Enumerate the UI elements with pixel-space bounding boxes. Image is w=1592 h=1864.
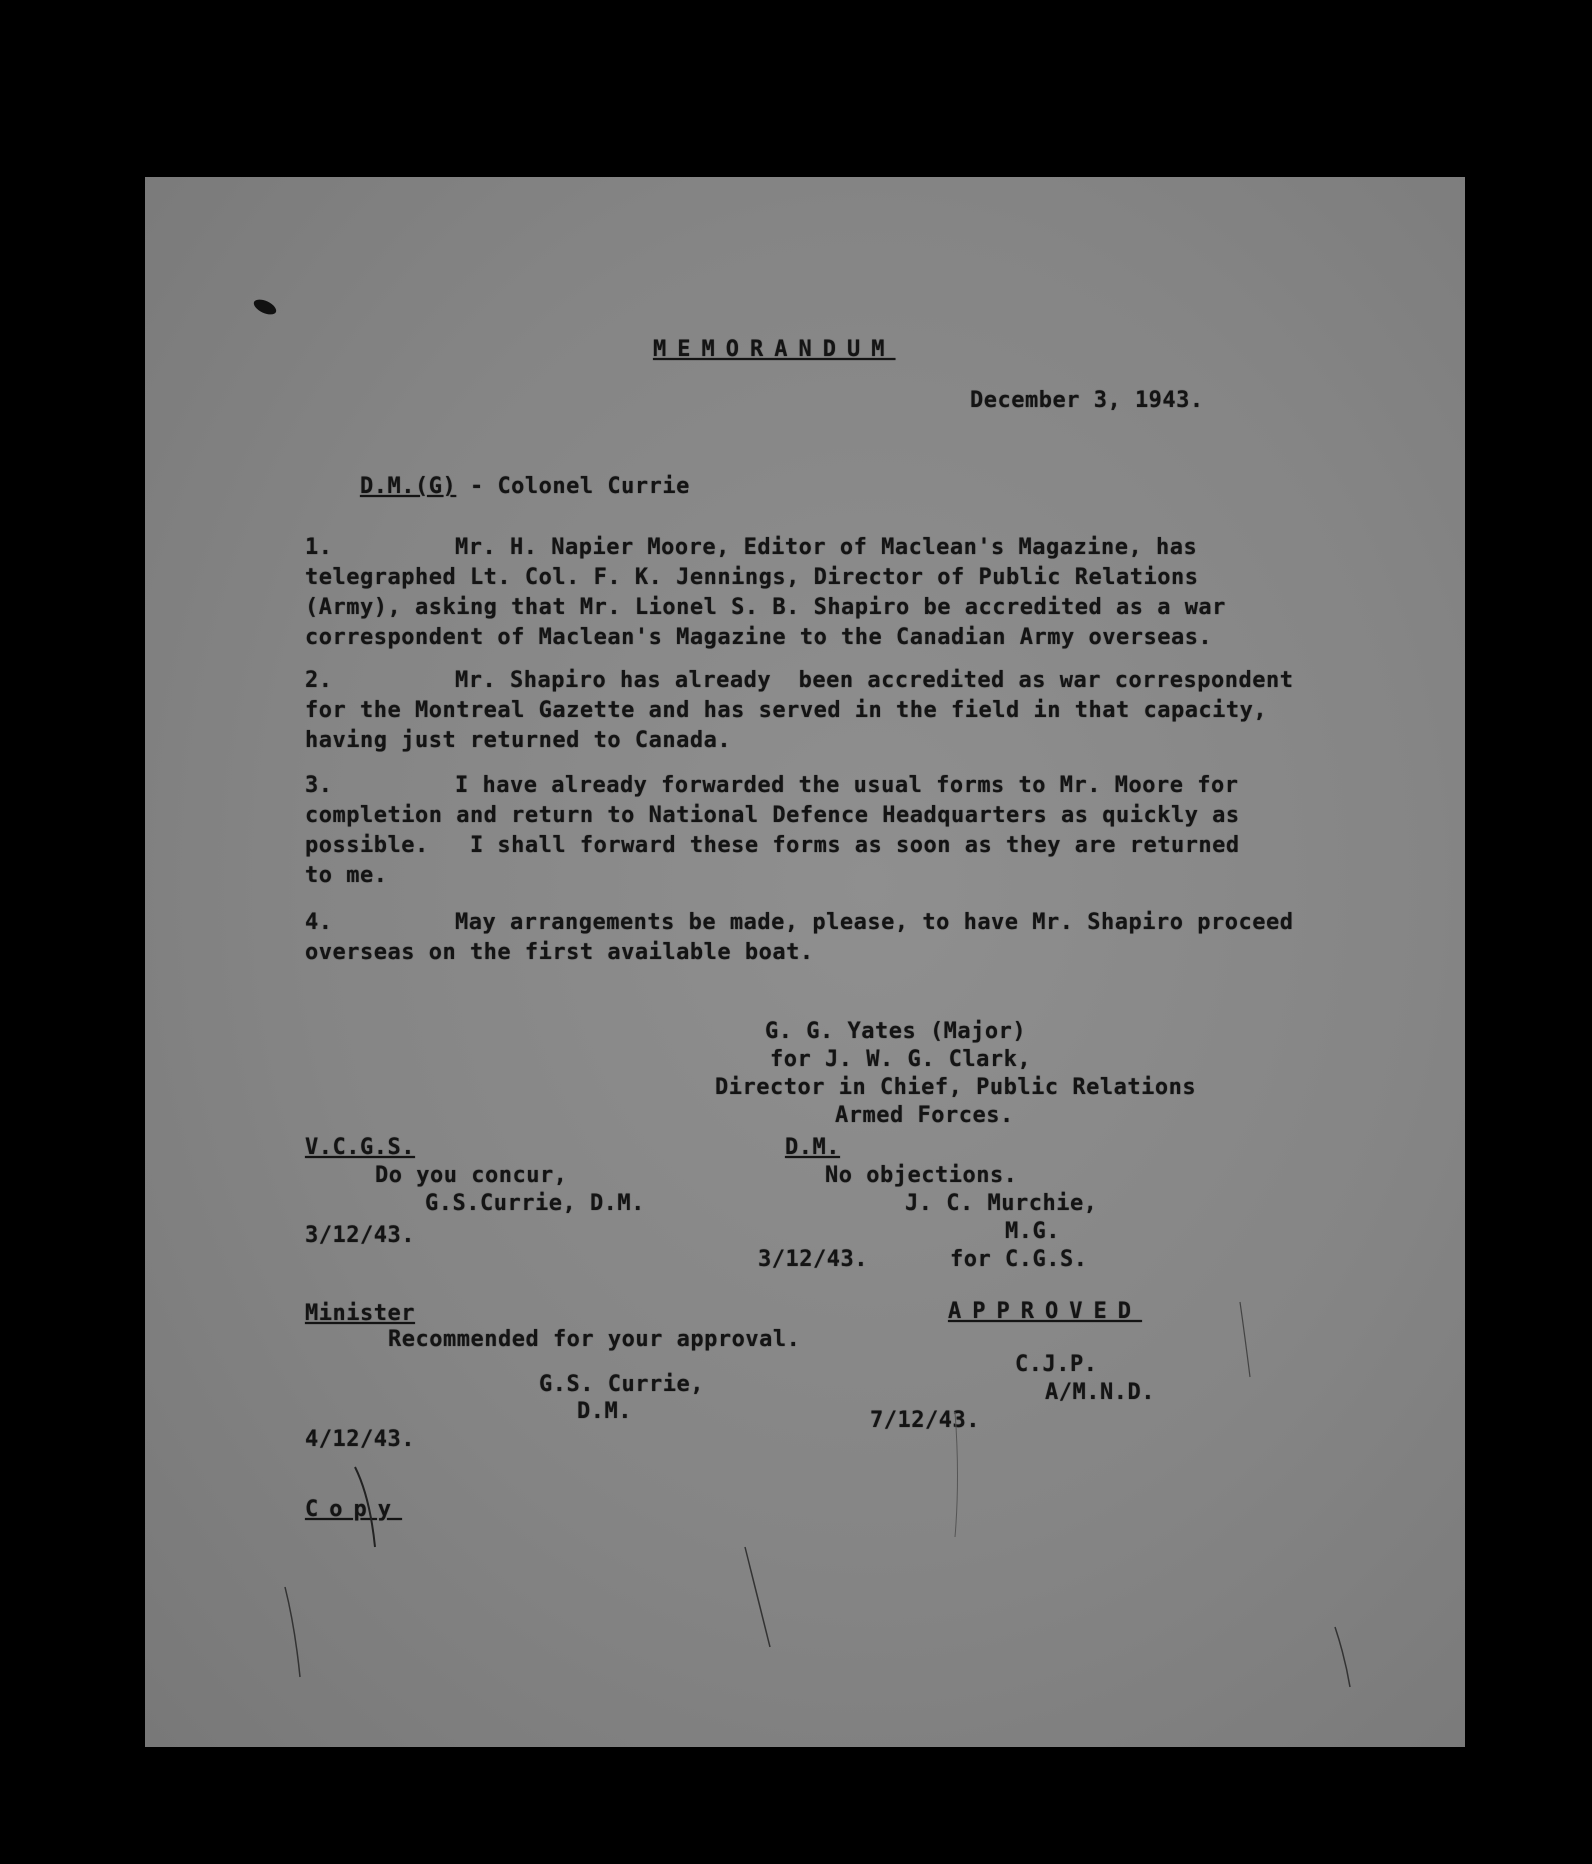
signature-line: G. G. Yates (Major)	[765, 1019, 1027, 1044]
paragraph-line: possible. I shall forward these forms as soon as they are returned	[305, 833, 1240, 858]
paragraph-line: correspondent of Maclean's Magazine to the Canadian Army overseas.	[305, 625, 1213, 650]
dm-line: No objections.	[825, 1163, 1018, 1188]
paragraph-line: for the Montreal Gazette and has served in the field in that capacity,	[305, 698, 1268, 723]
memo-page	[145, 177, 1465, 1747]
vcgs-date: 3/12/43.	[305, 1223, 415, 1248]
paragraph-line: to me.	[305, 863, 388, 888]
paragraph-number: 4.	[305, 910, 333, 935]
paragraph-line: Mr. Shapiro has already been accredited as war correspondent	[455, 668, 1294, 693]
addressee-name: - Colonel Currie	[456, 474, 690, 499]
dm-line: for C.G.S.	[950, 1247, 1088, 1272]
minister-date: 4/12/43.	[305, 1427, 415, 1452]
paragraph-line: overseas on the first available boat.	[305, 940, 814, 965]
paragraph-line: (Army), asking that Mr. Lionel S. B. Shapiro be accredited as a war	[305, 595, 1226, 620]
memo-date: December 3, 1943.	[970, 388, 1204, 413]
copy-label: Copy	[305, 1497, 402, 1522]
paragraph-number: 2.	[305, 668, 333, 693]
dm-heading: D.M.	[785, 1135, 840, 1160]
paragraph-number: 3.	[305, 773, 333, 798]
minister-line: Recommended for your approval.	[388, 1327, 801, 1352]
approved-date: 7/12/43.	[870, 1408, 980, 1433]
paragraph-line: completion and return to National Defence Headquarters as quickly as	[305, 803, 1240, 828]
paragraph-line: having just returned to Canada.	[305, 728, 732, 753]
paragraph-line: Mr. H. Napier Moore, Editor of Maclean's Magazine, has	[455, 535, 1198, 560]
signature-line: Armed Forces.	[835, 1103, 1014, 1128]
paragraph-line: May arrangements be made, please, to have Mr. Shapiro proceed	[455, 910, 1294, 935]
addressee-office: D.M.(G)	[359, 474, 457, 499]
approved-line: C.J.P.	[1015, 1352, 1098, 1377]
pen-marks	[145, 177, 1465, 1747]
approved-heading: APPROVED	[948, 1299, 1142, 1324]
paragraph-line: I have already forwarded the usual forms to Mr. Moore for	[455, 773, 1239, 798]
dm-line: M.G.	[1005, 1219, 1060, 1244]
minister-line: D.M.	[577, 1399, 632, 1424]
dm-date: 3/12/43.	[758, 1247, 868, 1272]
approved-line: A/M.N.D.	[1045, 1380, 1155, 1405]
dm-line: J. C. Murchie,	[905, 1191, 1098, 1216]
vcgs-heading: V.C.G.S.	[305, 1135, 415, 1160]
signature-line: Director in Chief, Public Relations	[715, 1075, 1197, 1100]
minister-line: G.S. Currie,	[539, 1372, 704, 1397]
paragraph-line: telegraphed Lt. Col. F. K. Jennings, Director of Public Relations	[305, 565, 1199, 590]
minister-heading: Minister	[305, 1301, 415, 1326]
vcgs-line: G.S.Currie, D.M.	[425, 1191, 645, 1216]
memo-title: MEMORANDUM	[653, 337, 896, 362]
signature-line: for J. W. G. Clark,	[770, 1047, 1032, 1072]
vcgs-line: Do you concur,	[375, 1163, 568, 1188]
paragraph-number: 1.	[305, 535, 333, 560]
